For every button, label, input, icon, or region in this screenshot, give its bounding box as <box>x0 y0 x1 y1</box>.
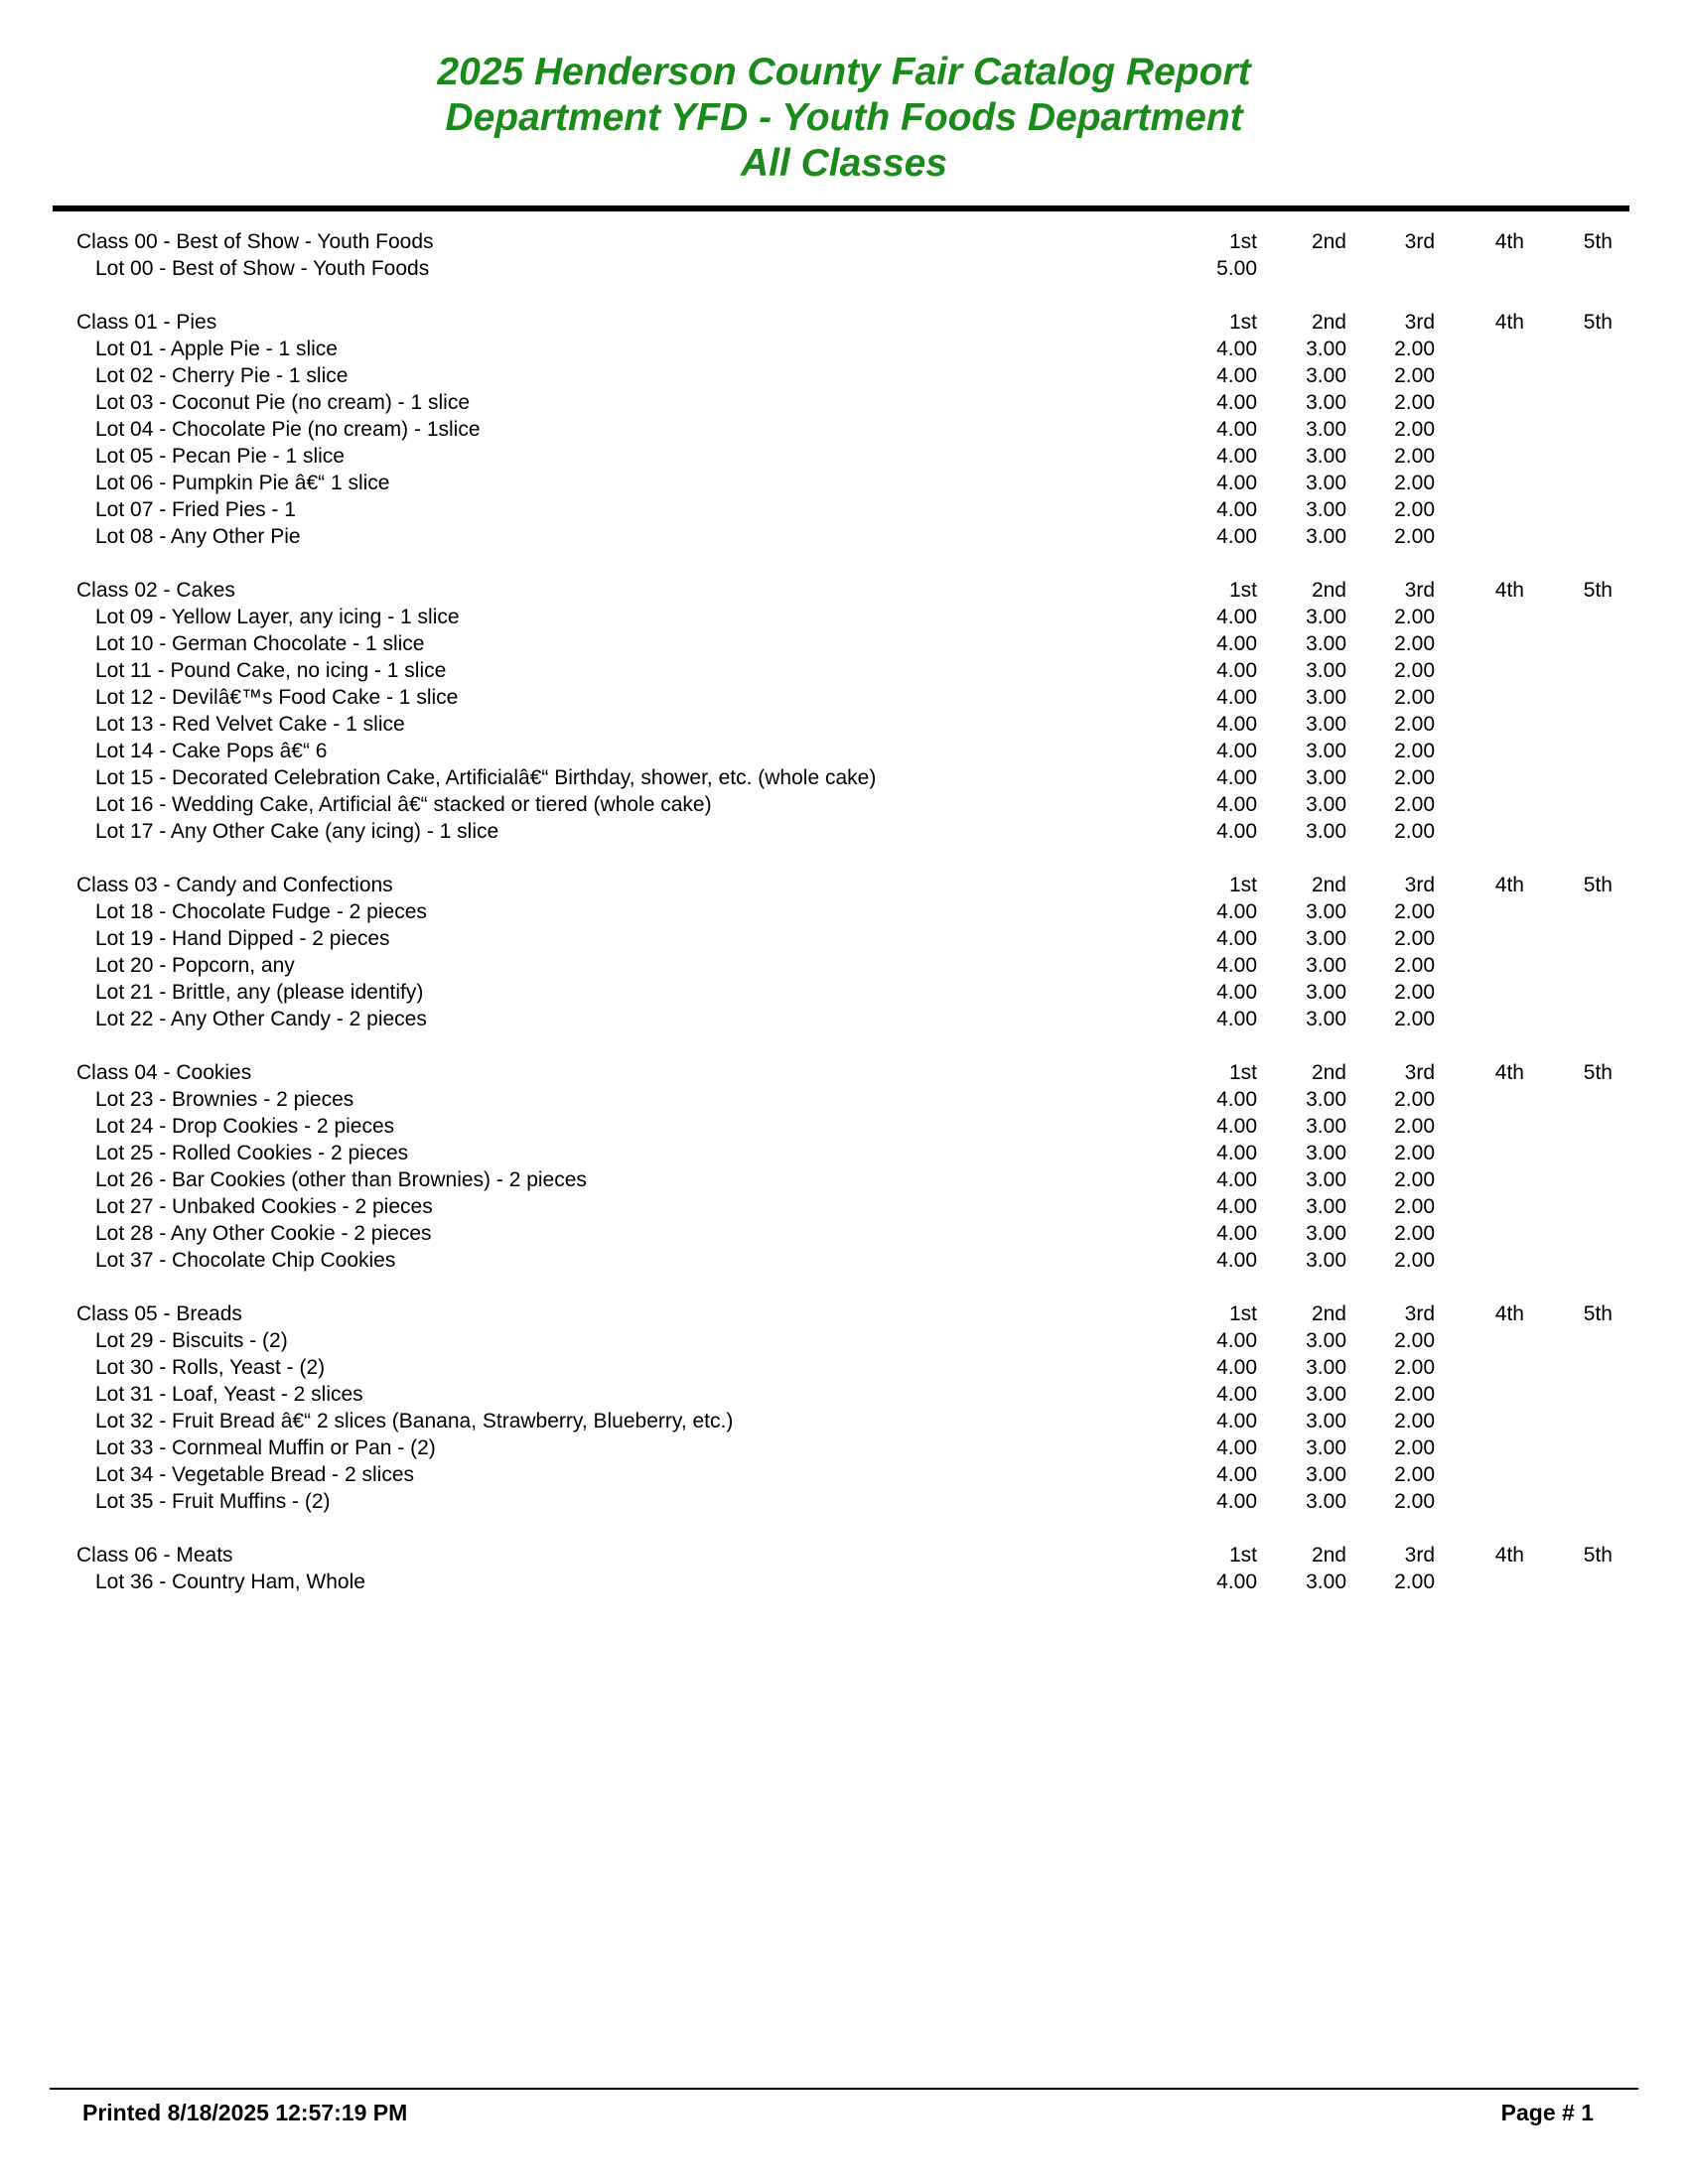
place-header: 5th <box>1583 1061 1613 1084</box>
prize-amount: 2.00 <box>1394 1329 1435 1352</box>
department-title: Department YFD - Youth Foods Department <box>445 96 1243 139</box>
catalog-report <box>0 228 1688 1622</box>
prize-amount: 3.00 <box>1306 1463 1346 1486</box>
prize-amount: 4.00 <box>1216 927 1257 950</box>
prize-amount: 3.00 <box>1306 1383 1346 1406</box>
lot-name: Lot 04 - Chocolate Pie (no cream) - 1slice <box>95 418 481 441</box>
lot-row <box>0 711 1688 738</box>
prize-amount: 3.00 <box>1306 981 1346 1004</box>
prize-amount: 3.00 <box>1306 1008 1346 1030</box>
lot-row <box>0 1434 1688 1461</box>
lot-name: Lot 23 - Brownies - 2 pieces <box>95 1088 354 1111</box>
prize-amount: 4.00 <box>1216 632 1257 655</box>
prize-amount: 2.00 <box>1394 391 1435 414</box>
prize-amount: 3.00 <box>1306 793 1346 816</box>
place-header: 3rd <box>1404 1544 1435 1567</box>
place-header: 2nd <box>1311 579 1346 602</box>
class-title: Class 05 - Breads <box>76 1302 242 1325</box>
place-header: 1st <box>1228 1302 1257 1325</box>
prize-amount: 2.00 <box>1394 498 1435 521</box>
prize-amount: 4.00 <box>1216 1329 1257 1352</box>
lot-row <box>0 389 1688 416</box>
lot-row <box>0 1247 1688 1274</box>
prize-amount: 2.00 <box>1394 1088 1435 1111</box>
lot-name: Lot 31 - Loaf, Yeast - 2 slices <box>95 1383 363 1406</box>
prize-amount: 3.00 <box>1306 445 1346 468</box>
lot-row <box>0 416 1688 443</box>
prize-amount: 4.00 <box>1216 820 1257 843</box>
prize-amount: 2.00 <box>1394 1383 1435 1406</box>
lot-row <box>0 898 1688 925</box>
prize-amount: 3.00 <box>1306 632 1346 655</box>
place-header: 2nd <box>1311 1302 1346 1325</box>
place-header: 2nd <box>1311 1061 1346 1084</box>
lot-row <box>0 1193 1688 1220</box>
lot-name: Lot 14 - Cake Pops â€“ 6 <box>95 740 328 762</box>
lot-row <box>0 1569 1688 1595</box>
class-block <box>0 872 1688 1032</box>
class-block <box>0 228 1688 282</box>
prize-amount: 3.00 <box>1306 1410 1346 1433</box>
place-header: 4th <box>1494 1544 1524 1567</box>
prize-amount: 2.00 <box>1394 1570 1435 1593</box>
prize-amount: 2.00 <box>1394 659 1435 682</box>
place-header: 5th <box>1583 1544 1613 1567</box>
lot-name: Lot 16 - Wedding Cake, Artificial â€“ stacked or tiered (whole cake) <box>95 793 712 816</box>
prize-amount: 2.00 <box>1394 1463 1435 1486</box>
prize-amount: 2.00 <box>1394 820 1435 843</box>
lot-name: Lot 10 - German Chocolate - 1 slice <box>95 632 425 655</box>
prize-amount: 4.00 <box>1216 1115 1257 1138</box>
place-header: 3rd <box>1404 874 1435 896</box>
prize-amount: 3.00 <box>1306 659 1346 682</box>
class-block <box>0 309 1688 550</box>
prize-amount: 2.00 <box>1394 606 1435 628</box>
place-header: 3rd <box>1404 230 1435 253</box>
place-header: 1st <box>1228 874 1257 896</box>
lot-row <box>0 1220 1688 1247</box>
prize-amount: 3.00 <box>1306 900 1346 923</box>
lot-row <box>0 362 1688 389</box>
prize-amount: 4.00 <box>1216 713 1257 736</box>
lot-row <box>0 1113 1688 1140</box>
prize-amount: 4.00 <box>1216 1410 1257 1433</box>
prize-amount: 4.00 <box>1216 1195 1257 1218</box>
report-title: 2025 Henderson County Fair Catalog Report <box>437 51 1251 93</box>
lot-name: Lot 01 - Apple Pie - 1 slice <box>95 338 338 360</box>
prize-amount: 2.00 <box>1394 793 1435 816</box>
printed-timestamp: Printed 8/18/2025 12:57:19 PM <box>82 2100 408 2125</box>
lot-row <box>0 1327 1688 1354</box>
lot-name: Lot 13 - Red Velvet Cake - 1 slice <box>95 713 405 736</box>
lot-row <box>0 684 1688 711</box>
prize-amount: 4.00 <box>1216 1088 1257 1111</box>
lot-name: Lot 05 - Pecan Pie - 1 slice <box>95 445 345 468</box>
lot-row <box>0 1140 1688 1166</box>
prize-amount: 2.00 <box>1394 1195 1435 1218</box>
prize-amount: 2.00 <box>1394 954 1435 977</box>
lot-row <box>0 1166 1688 1193</box>
class-title: Class 04 - Cookies <box>76 1061 252 1084</box>
place-header: 2nd <box>1311 311 1346 334</box>
prize-amount: 3.00 <box>1306 1142 1346 1164</box>
lot-name: Lot 28 - Any Other Cookie - 2 pieces <box>95 1222 432 1245</box>
class-header-row <box>0 577 1688 604</box>
prize-amount: 3.00 <box>1306 472 1346 494</box>
prize-amount: 2.00 <box>1394 1436 1435 1459</box>
lot-name: Lot 25 - Rolled Cookies - 2 pieces <box>95 1142 409 1164</box>
lot-name: Lot 37 - Chocolate Chip Cookies <box>95 1249 396 1272</box>
place-header: 3rd <box>1404 579 1435 602</box>
prize-amount: 4.00 <box>1216 391 1257 414</box>
lot-name: Lot 32 - Fruit Bread â€“ 2 slices (Banana, Strawberry, Blueberry, etc.) <box>95 1410 734 1433</box>
prize-amount: 4.00 <box>1216 1356 1257 1379</box>
lot-name: Lot 09 - Yellow Layer, any icing - 1 slice <box>95 606 460 628</box>
prize-amount: 3.00 <box>1306 1249 1346 1272</box>
lot-row <box>0 443 1688 470</box>
prize-amount: 4.00 <box>1216 981 1257 1004</box>
lot-name: Lot 00 - Best of Show - Youth Foods <box>95 257 430 280</box>
place-header: 1st <box>1228 311 1257 334</box>
prize-amount: 3.00 <box>1306 954 1346 977</box>
prize-amount: 4.00 <box>1216 793 1257 816</box>
prize-amount: 3.00 <box>1306 713 1346 736</box>
lot-row <box>0 604 1688 630</box>
prize-amount: 4.00 <box>1216 1142 1257 1164</box>
prize-amount: 3.00 <box>1306 1570 1346 1593</box>
lot-row <box>0 255 1688 282</box>
lot-row <box>0 1381 1688 1408</box>
place-header: 1st <box>1228 1544 1257 1567</box>
prize-amount: 3.00 <box>1306 606 1346 628</box>
place-header: 3rd <box>1404 311 1435 334</box>
lot-row <box>0 925 1688 952</box>
lot-row <box>0 791 1688 818</box>
lot-row <box>0 764 1688 791</box>
prize-amount: 2.00 <box>1394 1356 1435 1379</box>
place-header: 4th <box>1494 230 1524 253</box>
prize-amount: 2.00 <box>1394 1222 1435 1245</box>
page-number: Page # 1 <box>1500 2100 1594 2125</box>
prize-amount: 3.00 <box>1306 525 1346 548</box>
prize-amount: 2.00 <box>1394 1249 1435 1272</box>
prize-amount: 2.00 <box>1394 525 1435 548</box>
place-header: 5th <box>1583 874 1613 896</box>
place-header: 1st <box>1228 1061 1257 1084</box>
lot-name: Lot 12 - Devilâ€™s Food Cake - 1 slice <box>95 686 459 709</box>
lot-name: Lot 08 - Any Other Pie <box>95 525 301 548</box>
prize-amount: 4.00 <box>1216 1570 1257 1593</box>
prize-amount: 4.00 <box>1216 418 1257 441</box>
lot-name: Lot 36 - Country Ham, Whole <box>95 1570 365 1593</box>
place-header: 1st <box>1228 579 1257 602</box>
lot-row <box>0 470 1688 496</box>
class-block <box>0 1542 1688 1595</box>
class-title: Class 00 - Best of Show - Youth Foods <box>76 230 434 253</box>
prize-amount: 4.00 <box>1216 900 1257 923</box>
class-block <box>0 577 1688 845</box>
prize-amount: 2.00 <box>1394 1008 1435 1030</box>
prize-amount: 3.00 <box>1306 1356 1346 1379</box>
lot-row <box>0 738 1688 764</box>
prize-amount: 5.00 <box>1216 257 1257 280</box>
prize-amount: 2.00 <box>1394 900 1435 923</box>
prize-amount: 3.00 <box>1306 1436 1346 1459</box>
prize-amount: 2.00 <box>1394 981 1435 1004</box>
prize-amount: 3.00 <box>1306 338 1346 360</box>
place-header: 4th <box>1494 874 1524 896</box>
prize-amount: 3.00 <box>1306 498 1346 521</box>
prize-amount: 4.00 <box>1216 606 1257 628</box>
lot-row <box>0 657 1688 684</box>
prize-amount: 4.00 <box>1216 1436 1257 1459</box>
prize-amount: 3.00 <box>1306 1195 1346 1218</box>
prize-amount: 3.00 <box>1306 686 1346 709</box>
header-divider <box>53 205 1629 211</box>
lot-name: Lot 18 - Chocolate Fudge - 2 pieces <box>95 900 427 923</box>
class-header-row <box>0 228 1688 255</box>
prize-amount: 4.00 <box>1216 1463 1257 1486</box>
prize-amount: 4.00 <box>1216 1222 1257 1245</box>
class-title: Class 01 - Pies <box>76 311 217 334</box>
class-header-row <box>0 1059 1688 1086</box>
class-block <box>0 1300 1688 1515</box>
footer-divider <box>50 2088 1638 2090</box>
prize-amount: 2.00 <box>1394 766 1435 789</box>
prize-amount: 2.00 <box>1394 927 1435 950</box>
prize-amount: 2.00 <box>1394 713 1435 736</box>
prize-amount: 3.00 <box>1306 766 1346 789</box>
lot-name: Lot 11 - Pound Cake, no icing - 1 slice <box>95 659 447 682</box>
place-header: 5th <box>1583 230 1613 253</box>
lot-name: Lot 03 - Coconut Pie (no cream) - 1 slice <box>95 391 470 414</box>
prize-amount: 3.00 <box>1306 1115 1346 1138</box>
place-header: 2nd <box>1311 230 1346 253</box>
place-header: 5th <box>1583 1302 1613 1325</box>
prize-amount: 2.00 <box>1394 418 1435 441</box>
prize-amount: 4.00 <box>1216 472 1257 494</box>
lot-row <box>0 1488 1688 1515</box>
prize-amount: 3.00 <box>1306 1329 1346 1352</box>
prize-amount: 2.00 <box>1394 1115 1435 1138</box>
lot-name: Lot 35 - Fruit Muffins - (2) <box>95 1490 331 1513</box>
lot-name: Lot 15 - Decorated Celebration Cake, Artificialâ€“ Birthday, shower, etc. (whole cake) <box>95 766 877 789</box>
prize-amount: 2.00 <box>1394 472 1435 494</box>
lot-row <box>0 1461 1688 1488</box>
prize-amount: 3.00 <box>1306 391 1346 414</box>
prize-amount: 4.00 <box>1216 954 1257 977</box>
prize-amount: 4.00 <box>1216 659 1257 682</box>
report-header <box>0 50 1688 187</box>
prize-amount: 3.00 <box>1306 364 1346 387</box>
lot-row <box>0 1086 1688 1113</box>
class-header-row <box>0 1300 1688 1327</box>
prize-amount: 4.00 <box>1216 1249 1257 1272</box>
prize-amount: 4.00 <box>1216 1383 1257 1406</box>
lot-name: Lot 21 - Brittle, any (please identify) <box>95 981 424 1004</box>
prize-amount: 2.00 <box>1394 632 1435 655</box>
prize-amount: 2.00 <box>1394 686 1435 709</box>
place-header: 1st <box>1228 230 1257 253</box>
prize-amount: 2.00 <box>1394 1168 1435 1191</box>
lot-row <box>0 1408 1688 1434</box>
lot-name: Lot 07 - Fried Pies - 1 <box>95 498 296 521</box>
lot-row <box>0 818 1688 845</box>
prize-amount: 3.00 <box>1306 1222 1346 1245</box>
prize-amount: 2.00 <box>1394 1410 1435 1433</box>
prize-amount: 3.00 <box>1306 740 1346 762</box>
lot-name: Lot 19 - Hand Dipped - 2 pieces <box>95 927 390 950</box>
lot-name: Lot 27 - Unbaked Cookies - 2 pieces <box>95 1195 433 1218</box>
lot-name: Lot 33 - Cornmeal Muffin or Pan - (2) <box>95 1436 436 1459</box>
prize-amount: 2.00 <box>1394 740 1435 762</box>
lot-name: Lot 20 - Popcorn, any <box>95 954 295 977</box>
lot-row <box>0 523 1688 550</box>
lot-row <box>0 1006 1688 1032</box>
place-header: 4th <box>1494 311 1524 334</box>
lot-row <box>0 496 1688 523</box>
prize-amount: 2.00 <box>1394 445 1435 468</box>
place-header: 5th <box>1583 579 1613 602</box>
place-header: 3rd <box>1404 1061 1435 1084</box>
lot-name: Lot 02 - Cherry Pie - 1 slice <box>95 364 349 387</box>
place-header: 5th <box>1583 311 1613 334</box>
prize-amount: 2.00 <box>1394 338 1435 360</box>
class-header-row <box>0 1542 1688 1569</box>
place-header: 2nd <box>1311 874 1346 896</box>
lot-row <box>0 1354 1688 1381</box>
prize-amount: 4.00 <box>1216 740 1257 762</box>
prize-amount: 4.00 <box>1216 1008 1257 1030</box>
lot-name: Lot 24 - Drop Cookies - 2 pieces <box>95 1115 395 1138</box>
place-header: 3rd <box>1404 1302 1435 1325</box>
prize-amount: 3.00 <box>1306 820 1346 843</box>
lot-name: Lot 34 - Vegetable Bread - 2 slices <box>95 1463 415 1486</box>
prize-amount: 4.00 <box>1216 1490 1257 1513</box>
prize-amount: 2.00 <box>1394 1490 1435 1513</box>
prize-amount: 4.00 <box>1216 1168 1257 1191</box>
lot-row <box>0 979 1688 1006</box>
prize-amount: 4.00 <box>1216 338 1257 360</box>
prize-amount: 2.00 <box>1394 1142 1435 1164</box>
place-header: 4th <box>1494 1061 1524 1084</box>
class-title: Class 03 - Candy and Confections <box>76 874 393 896</box>
class-header-row <box>0 872 1688 898</box>
place-header: 2nd <box>1311 1544 1346 1567</box>
lot-row <box>0 630 1688 657</box>
lot-name: Lot 29 - Biscuits - (2) <box>95 1329 288 1352</box>
class-block <box>0 1059 1688 1274</box>
prize-amount: 2.00 <box>1394 364 1435 387</box>
class-header-row <box>0 309 1688 336</box>
prize-amount: 3.00 <box>1306 1088 1346 1111</box>
prize-amount: 3.00 <box>1306 418 1346 441</box>
prize-amount: 3.00 <box>1306 927 1346 950</box>
prize-amount: 4.00 <box>1216 445 1257 468</box>
lot-name: Lot 26 - Bar Cookies (other than Brownies) - 2 pieces <box>95 1168 587 1191</box>
lot-row <box>0 336 1688 362</box>
prize-amount: 3.00 <box>1306 1168 1346 1191</box>
prize-amount: 4.00 <box>1216 766 1257 789</box>
classes-subtitle: All Classes <box>740 142 948 185</box>
lot-name: Lot 06 - Pumpkin Pie â€“ 1 slice <box>95 472 390 494</box>
lot-name: Lot 17 - Any Other Cake (any icing) - 1 slice <box>95 820 499 843</box>
lot-name: Lot 30 - Rolls, Yeast - (2) <box>95 1356 326 1379</box>
class-title: Class 02 - Cakes <box>76 579 235 602</box>
prize-amount: 4.00 <box>1216 525 1257 548</box>
prize-amount: 4.00 <box>1216 686 1257 709</box>
class-title: Class 06 - Meats <box>76 1544 233 1567</box>
lot-name: Lot 22 - Any Other Candy - 2 pieces <box>95 1008 427 1030</box>
lot-row <box>0 952 1688 979</box>
place-header: 4th <box>1494 1302 1524 1325</box>
place-header: 4th <box>1494 579 1524 602</box>
prize-amount: 4.00 <box>1216 364 1257 387</box>
prize-amount: 3.00 <box>1306 1490 1346 1513</box>
prize-amount: 4.00 <box>1216 498 1257 521</box>
